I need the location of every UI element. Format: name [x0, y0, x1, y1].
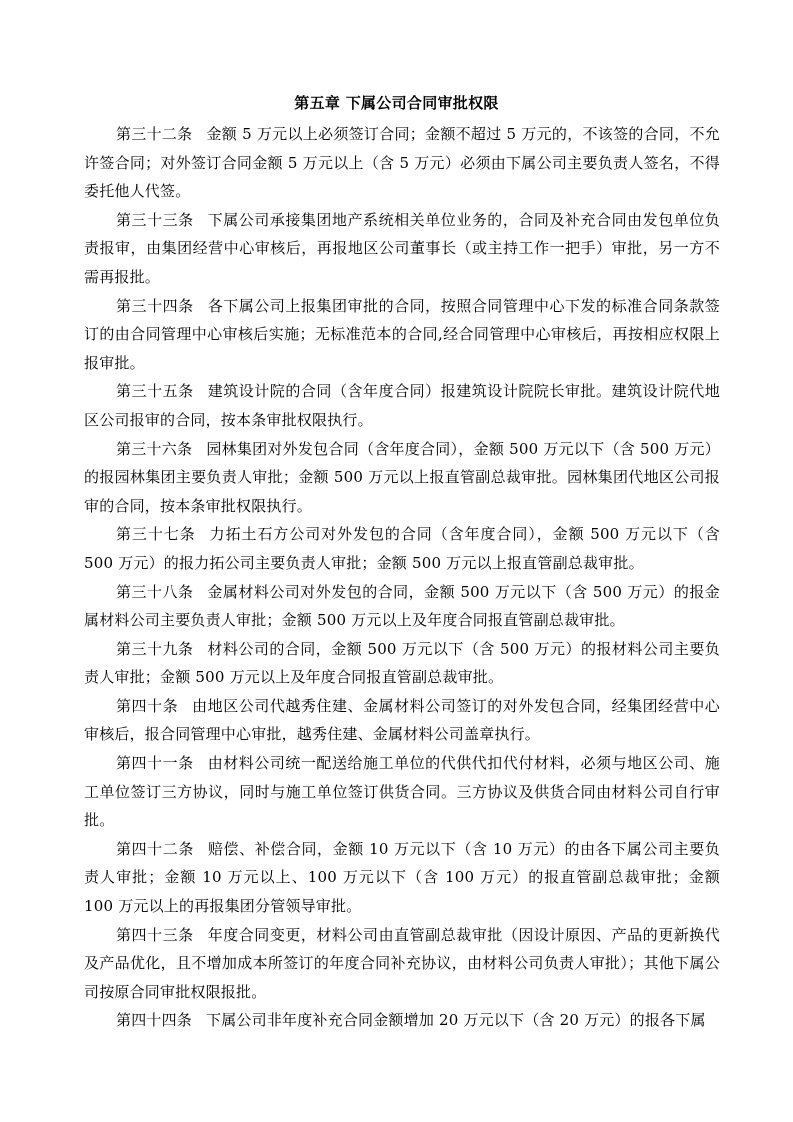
article-number: 第三十八条	[116, 582, 194, 601]
article-text: 各下属公司上报集团审批的合同，按照合同管理中心下发的标准合同条款签订的由合同管理中心审核后实施；无标准范本的合同,经合同管理中心审核后，再按相应权限上报审批。	[84, 296, 720, 372]
article-number: 第三十四条	[116, 296, 194, 315]
article-41	[84, 749, 720, 835]
article-text: 园林集团对外发包合同（含年度合同），金额 500 万元以下（含 500 万元）的报园林集团主要负责人审批；金额 500 万元以上报直管副总裁审批。园林集团代地区公司报审的合同，按本条审批权限执行。	[84, 439, 720, 515]
article-number: 第四十条	[116, 696, 179, 715]
article-number: 第四十一条	[116, 754, 194, 773]
article-text: 金属材料公司对外发包的合同，金额 500 万元以下（含 500 万元）的报金属材料公司主要负责人审批；金额 500 万元以上及年度合同报直管副总裁审批。	[84, 582, 720, 630]
article-34	[84, 292, 720, 378]
article-text: 金额 5 万元以上必须签订合同；金额不超过 5 万元的，不该签的合同，不允许签合同；对外签订合同金额 5 万元以上（含 5 万元）必须由下属公司主要负责人签名，不得委托他人代签。	[84, 125, 720, 201]
article-number: 第三十九条	[116, 639, 194, 658]
article-number: 第三十六条	[116, 439, 193, 458]
article-39	[84, 635, 720, 692]
article-number: 第三十二条	[116, 125, 193, 143]
article-text: 建筑设计院的合同（含年度合同）报建筑设计院院长审批。建筑设计院代地区公司报审的合同，按本条审批权限执行。	[84, 382, 720, 429]
article-text: 材料公司的合同，金额 500 万元以下（含 500 万元）的报材料公司主要负责人审批；金额 500 万元以上及年度合同报直管副总裁审批。	[84, 639, 720, 687]
article-38	[84, 578, 720, 635]
article-text: 下属公司非年度补充合同金额增加 20 万元以下（含 20 万元）的报各下属	[206, 1011, 706, 1030]
article-text: 赔偿、补偿合同，金额 10 万元以下（含 10 万元）的由各下属公司主要负责人审批；金额 10 万元以上、100 万元以下（含 100 万元）的报直管副总裁审批；金额 100 万元以上的再报集团分管领导审批。	[84, 839, 720, 916]
article-37	[84, 520, 720, 577]
article-text: 年度合同变更，材料公司由直管副总裁审批（因设计原因、产品的更新换代及产品优化，且不增加成本所签订的年度合同补充协议，由材料公司负责人审批）；其他下属公司按原合同审批权限报批。	[84, 925, 720, 1001]
article-44	[84, 1006, 720, 1035]
article-33	[84, 206, 720, 292]
article-36	[84, 435, 720, 521]
article-number: 第三十七条	[116, 525, 196, 544]
article-32	[84, 120, 720, 206]
article-number: 第三十五条	[116, 382, 194, 401]
article-42	[84, 835, 720, 921]
article-text: 由材料公司统一配送给施工单位的代供代扣代付材料，必须与地区公司、施工单位签订三方协议，同时与施工单位签订供货合同。三方协议及供货合同由材料公司自行审批。	[84, 754, 720, 830]
article-number: 第三十三条	[116, 210, 194, 229]
document-body	[84, 120, 720, 1035]
article-35	[84, 377, 720, 434]
article-43	[84, 921, 720, 1007]
article-text: 力拓土石方公司对外发包的合同（含年度合同），金额 500 万元以下（含 500 万元）的报力拓公司主要负责人审批；金额 500 万元以上报直管副总裁审批。	[84, 525, 720, 572]
article-text: 由地区公司代越秀住建、金属材料公司签订的对外发包合同，经集团经营中心审核后，报合同管理中心审批，越秀住建、金属材料公司盖章执行。	[84, 696, 720, 744]
article-number: 第四十四条	[116, 1011, 193, 1030]
article-number: 第四十二条	[116, 839, 194, 858]
article-text: 下属公司承接集团地产系统相关单位业务的，合同及补充合同由发包单位负责报审，由集团经营中心审核后，再报地区公司董事长（或主持工作一把手）审批，另一方不需再报批。	[84, 210, 720, 286]
chapter-title: 第五章 下属公司合同审批权限	[294, 94, 499, 112]
article-40	[84, 692, 720, 749]
article-number: 第四十三条	[116, 925, 194, 944]
